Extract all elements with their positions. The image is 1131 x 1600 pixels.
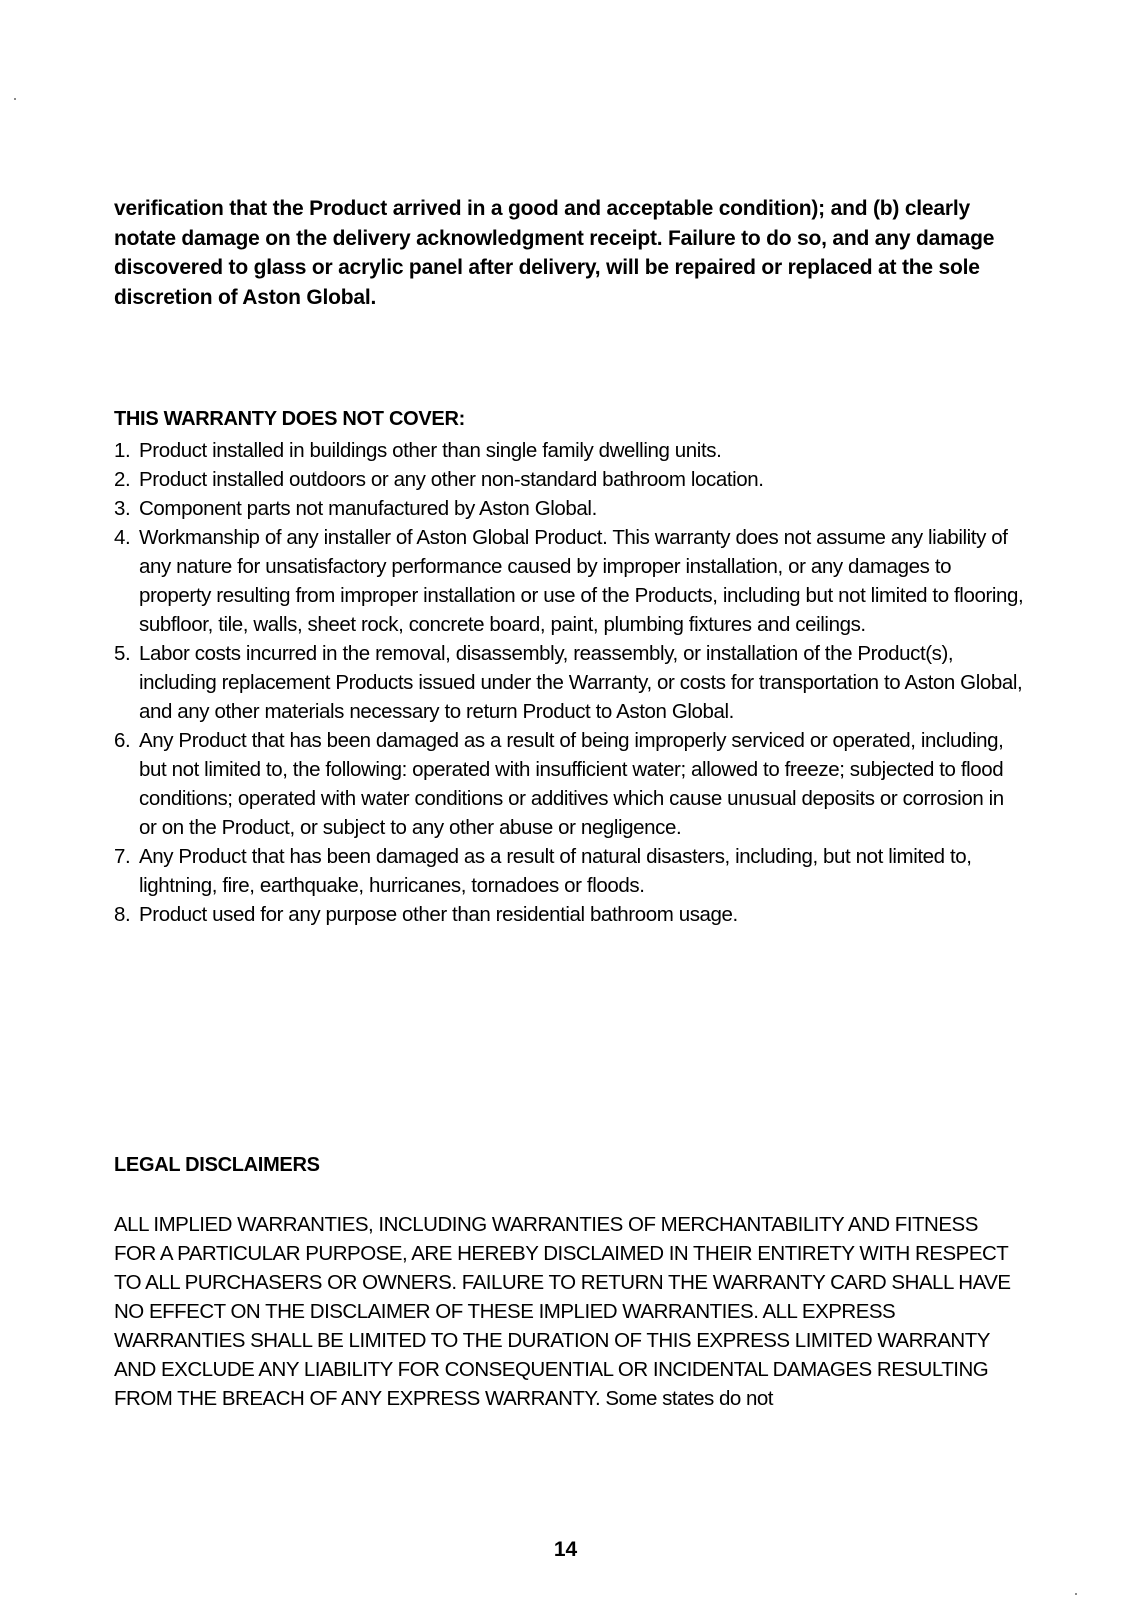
list-item-text: Component parts not manufactured by Aston Global.: [139, 497, 597, 520]
list-item: [114, 436, 1024, 465]
list-item: [114, 900, 1024, 929]
legal-paragraph: [114, 1210, 1024, 1413]
list-item-text: Any Product that has been damaged as a result of being improperly serviced or operated, including, but not limited to, the following: operated with insufficient water; allowed to freeze; subjected to flood conditions; operated with water conditions or additives which cause unusual deposits or corrosion in or on the Product, or subject to any other abuse or negligence.: [139, 729, 1004, 839]
list-item-number: 5.: [114, 642, 131, 665]
intro-paragraph: [114, 194, 1024, 312]
exclusions-list: [114, 436, 1024, 929]
scan-speck: [1075, 1593, 1077, 1595]
list-item-text: Workmanship of any installer of Aston Global Product. This warranty does not assume any liability of any nature for unsatisfactory performance caused by improper installation, or any damages to property resulting from improper installation or use of the Products, including but not limited to flooring, subfloor, tile, walls, sheet rock, concrete board, paint, plumbing fixtures and ceilings.: [139, 526, 1024, 636]
list-item-number: 2.: [114, 468, 131, 491]
list-item-number: 8.: [114, 903, 131, 926]
legal-text: ALL IMPLIED WARRANTIES, INCLUDING WARRANTIES OF MERCHANTABILITY AND FITNESS FOR A PARTICULAR PURPOSE, ARE HEREBY DISCLAIMED IN THEIR ENTIRETY WITH RESPECT TO ALL PURCHASERS OR OWNERS. FAILURE TO RETURN THE WARRANTY CARD SHALL HAVE NO EFFECT ON THE DISCLAIMER OF THESE IMPLIED WARRANTIES. ALL EXPRESS WARRANTIES SHALL BE LIMITED TO THE DURATION OF THIS EXPRESS LIMITED WARRANTY AND EXCLUDE ANY LIABILITY FOR CONSEQUENTIAL OR INCIDENTAL DAMAGES RESULTING FROM THE BREACH OF ANY EXPRESS WARRANTY. Some states do not: [114, 1213, 1011, 1410]
list-item-text: Product installed in buildings other than single family dwelling units.: [139, 439, 722, 462]
list-item: [114, 465, 1024, 494]
list-item-number: 6.: [114, 729, 131, 752]
legal-heading: LEGAL DISCLAIMERS: [114, 1154, 320, 1176]
list-item: [114, 726, 1024, 842]
list-item: [114, 639, 1024, 726]
list-item-number: 1.: [114, 439, 131, 462]
exclusions-heading: THIS WARRANTY DOES NOT COVER:: [114, 408, 465, 430]
list-item-number: 7.: [114, 845, 131, 868]
scan-speck: [14, 98, 16, 100]
list-item-text: Any Product that has been damaged as a result of natural disasters, including, but not limited to, lightning, fire, earthquake, hurricanes, tornadoes or floods.: [139, 845, 972, 897]
list-item-number: 4.: [114, 526, 131, 549]
list-item: [114, 494, 1024, 523]
page-number: 14: [553, 1538, 578, 1561]
list-item-text: Product used for any purpose other than residential bathroom usage.: [139, 903, 738, 926]
list-item-number: 3.: [114, 497, 131, 520]
list-item-text: Product installed outdoors or any other non-standard bathroom location.: [139, 468, 764, 491]
list-item: [114, 523, 1024, 639]
list-item: [114, 842, 1024, 900]
intro-text: verification that the Product arrived in a good and acceptable condition); and (b) clearly notate damage on the delivery acknowledgment receipt. Failure to do so, and any damage discovered to glass or acrylic panel after delivery, will be repaired or replaced at the sole discretion of Aston Global.: [114, 197, 995, 309]
list-item-text: Labor costs incurred in the removal, disassembly, reassembly, or installation of the Product(s), including replacement Products issued under the Warranty, or costs for transportation to Aston Global, and any other materials necessary to return Product to Aston Global.: [139, 642, 1023, 723]
